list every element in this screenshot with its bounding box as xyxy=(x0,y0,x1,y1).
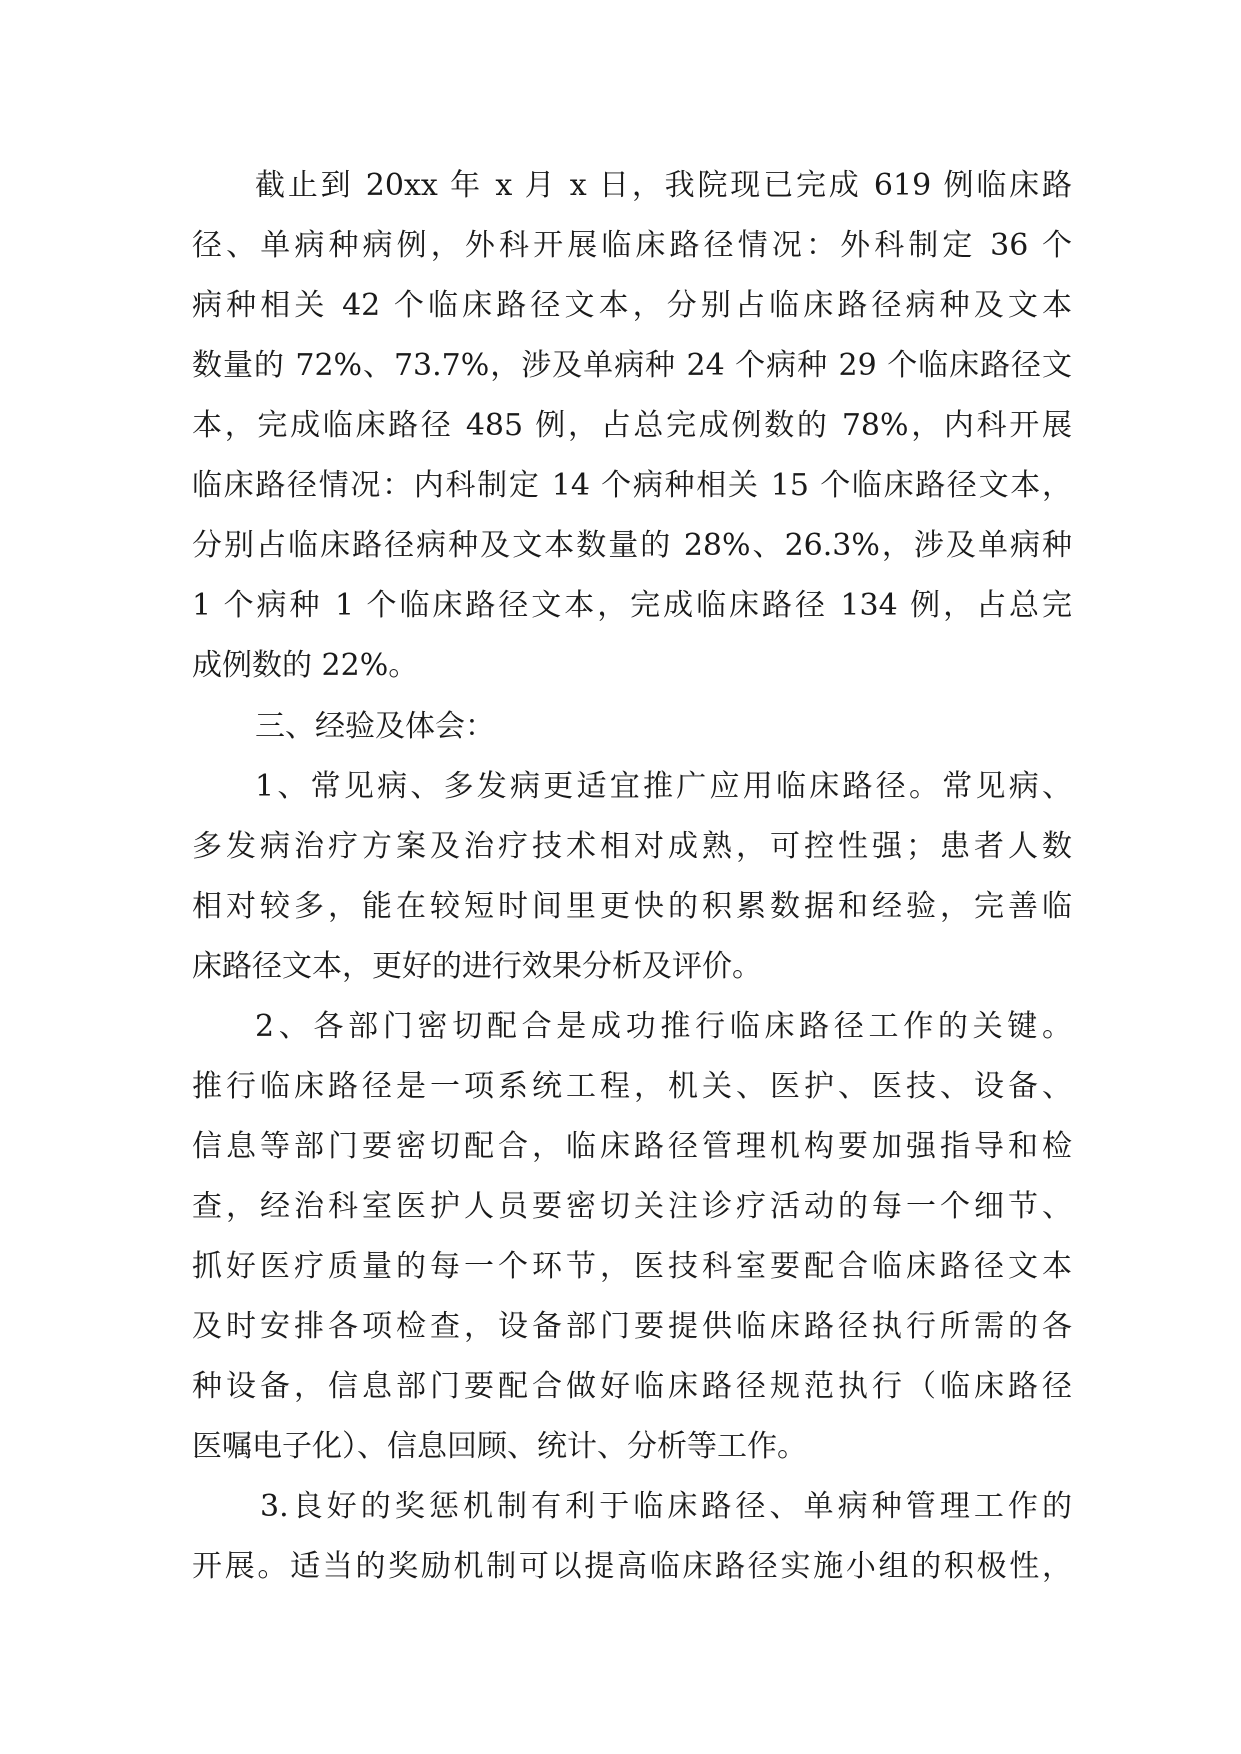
paragraph-line-7: 分别占临床路径病种及文本数量的 28%、26.3%，涉及单病种 xyxy=(192,528,1072,563)
item-2-line-2: 推行临床路径是一项系统工程，机关、医护、医技、设备、 xyxy=(192,1069,1072,1104)
paragraph-line-3: 病种相关 42 个临床路径文本，分别占临床路径病种及文本 xyxy=(192,288,1072,323)
item-1-line-4: 床路径文本，更好的进行效果分析及评价。 xyxy=(192,949,762,984)
section-heading: 三、经验及体会： xyxy=(255,709,495,744)
paragraph-line-2: 径、单病种病例，外科开展临床路径情况：外科制定 36 个 xyxy=(192,228,1072,263)
item-1-line-2: 多发病治疗方案及治疗技术相对成熟，可控性强；患者人数 xyxy=(192,829,1072,864)
paragraph-line-1: 截止到 20xx 年 x 月 x 日，我院现已完成 619 例临床路 xyxy=(255,168,1072,203)
paragraph-line-5: 本，完成临床路径 485 例，占总完成例数的 78%，内科开展 xyxy=(192,408,1072,443)
paragraph-line-8: 1 个病种 1 个临床路径文本，完成临床路径 134 例，占总完 xyxy=(192,588,1072,623)
paragraph-line-4: 数量的 72%、73.7%，涉及单病种 24 个病种 29 个临床路径文 xyxy=(192,348,1072,383)
item-2-line-3: 信息等部门要密切配合，临床路径管理机构要加强指导和检 xyxy=(192,1129,1072,1164)
item-2-line-7: 种设备，信息部门要配合做好临床路径规范执行（临床路径 xyxy=(192,1369,1072,1404)
paragraph-line-6: 临床路径情况：内科制定 14 个病种相关 15 个临床路径文本， xyxy=(192,468,1072,503)
item-2-line-1: 2、各部门密切配合是成功推行临床路径工作的关键。 xyxy=(255,1009,1072,1044)
item-3-line-2: 开展。适当的奖励机制可以提高临床路径实施小组的积极性， xyxy=(192,1549,1072,1584)
item-2-line-6: 及时安排各项检查，设备部门要提供临床路径执行所需的各 xyxy=(192,1309,1072,1344)
item-1-line-3: 相对较多，能在较短时间里更快的积累数据和经验，完善临 xyxy=(192,889,1072,924)
paragraph-line-9: 成例数的 22%。 xyxy=(192,648,419,683)
item-2-line-8: 医嘱电子化）、信息回顾、统计、分析等工作。 xyxy=(192,1429,807,1464)
item-2-line-5: 抓好医疗质量的每一个环节，医技科室要配合临床路径文本 xyxy=(192,1249,1072,1284)
item-1-line-1: 1、常见病、多发病更适宜推广应用临床路径。常见病、 xyxy=(255,769,1072,804)
item-3-line-1: 3.良好的奖惩机制有利于临床路径、单病种管理工作的 xyxy=(260,1489,1072,1524)
item-2-line-4: 查，经治科室医护人员要密切关注诊疗活动的每一个细节、 xyxy=(192,1189,1072,1224)
